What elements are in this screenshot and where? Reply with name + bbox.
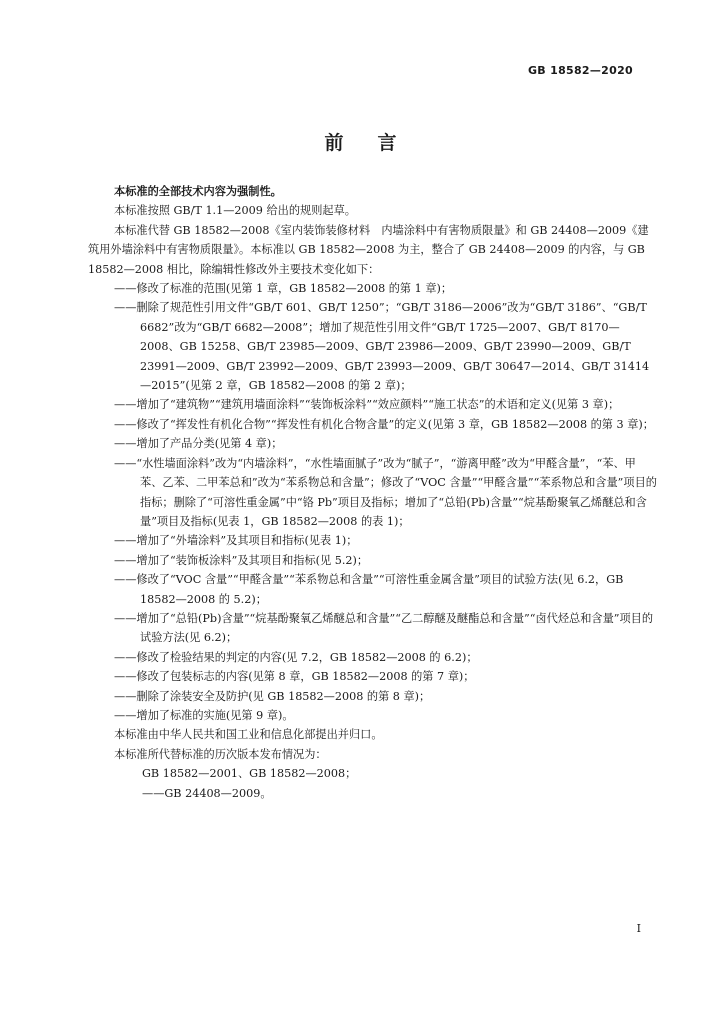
history-entry: ——GB 24408—2009。	[142, 786, 272, 800]
replacement-statement: 本标准代替 GB 18582—2008《室内装饰装修材料 内墙涂料中有害物质限量》和 GB 24408—2009《建筑用外墙涂料中有害物质限量》。本标准以 GB 18582—2008 为主，整合了 GB 24408—2009 的内容，与 GB 18582—2008 相比，除编辑性修改外主要技术变化如下：	[88, 223, 649, 276]
change-item: ——删除了规范性引用文件“GB/T 601、GB/T 1250”；“GB/T 3186—2006”改为“GB/T 3186”、“GB/T 6682”改为“GB/T 6682—2008”；增加了规范性引用文件“GB/T 1725—2007、GB/T 8170—2008、GB 15258、GB/T 23985—2009、GB/T 23986—2009、GB/T 23990—2009、GB/T 23991—2009、GB/T 23992—2009、GB/T 23993—2009、GB/T 30647—2014、GB/T 31414—2015”(见第 2 章，GB 18582—2008 的第 2 章)；	[114, 301, 650, 393]
change-item: ——删除了涂装安全及防护(见 GB 18582—2008 的第 8 章)；	[114, 689, 431, 703]
change-item: ——增加了“装饰板涂料”及其项目和指标(见 5.2)；	[114, 553, 369, 567]
drafting-rules-statement: 本标准按照 GB/T 1.1—2009 给出的规则起草。	[114, 204, 356, 218]
change-item: ——修改了“VOC 含量”“甲醛含量”“苯系物总和含量”“可溶性重金属含量”项目的试验方法(见 6.2，GB 18582—2008 的 5.2)；	[114, 573, 624, 606]
change-item: ——增加了“总铅(Pb)含量”“烷基酚聚氧乙烯醚总和含量”“乙二醇醚及醚酯总和含量”“卤代烃总和含量”项目的试验方法(见 6.2)；	[114, 611, 654, 645]
change-item: ——增加了“建筑物”“建筑用墙面涂料”“装饰板涂料”“效应颜料”“施工状态”的术语和定义(见第 3 章)；	[114, 398, 620, 412]
page-number: I	[636, 922, 641, 935]
change-item: ——增加了产品分类(见第 4 章)；	[114, 437, 283, 451]
change-item: ——增加了标准的实施(见第 9 章)。	[114, 708, 294, 722]
history-intro: 本标准所代替标准的历次版本发布情况为：	[114, 747, 327, 761]
change-item: ——增加了“外墙涂料”及其项目和指标(见表 1)；	[114, 534, 358, 548]
document-body	[88, 182, 658, 803]
change-item: ——修改了标准的范围(见第 1 章，GB 18582—2008 的第 1 章)；	[114, 282, 453, 296]
change-item: ——修改了检验结果的判定的内容(见 7.2，GB 18582—2008 的 6.2)；	[114, 650, 478, 664]
page-title: 前言	[324, 132, 431, 154]
standard-code: GB 18582—2020	[527, 64, 633, 77]
change-item: ——修改了“挥发性有机化合物”“挥发性有机化合物含量”的定义(见第 3 章，GB 18582—2008 的第 3 章)；	[114, 417, 654, 431]
change-item: ——修改了包装标志的内容(见第 8 章，GB 18582—2008 的第 7 章)；	[114, 670, 475, 684]
proposing-body-statement: 本标准由中华人民共和国工业和信息化部提出并归口。	[114, 728, 383, 742]
mandatory-statement: 本标准的全部技术内容为强制性。	[114, 184, 282, 198]
history-entry: GB 18582—2001、GB 18582—2008；	[142, 767, 357, 781]
change-item: ——“水性墙面涂料”改为“内墙涂料”，“水性墙面腻子”改为“腻子”，“游离甲醛”改为“甲醛含量”，“苯、甲苯、乙苯、二甲苯总和”改为“苯系物总和含量”；修改了“VOC 含量”“甲醛含量”“苯系物总和含量”项目的指标；删除了“可溶性重金属”中“铬 Pb”项目及指标；增加了“总铅(Pb)含量”“烷基酚聚氧乙烯醚总和含量”项目及指标(见表 1，GB 18582—2008 的表 1)；	[114, 456, 657, 528]
